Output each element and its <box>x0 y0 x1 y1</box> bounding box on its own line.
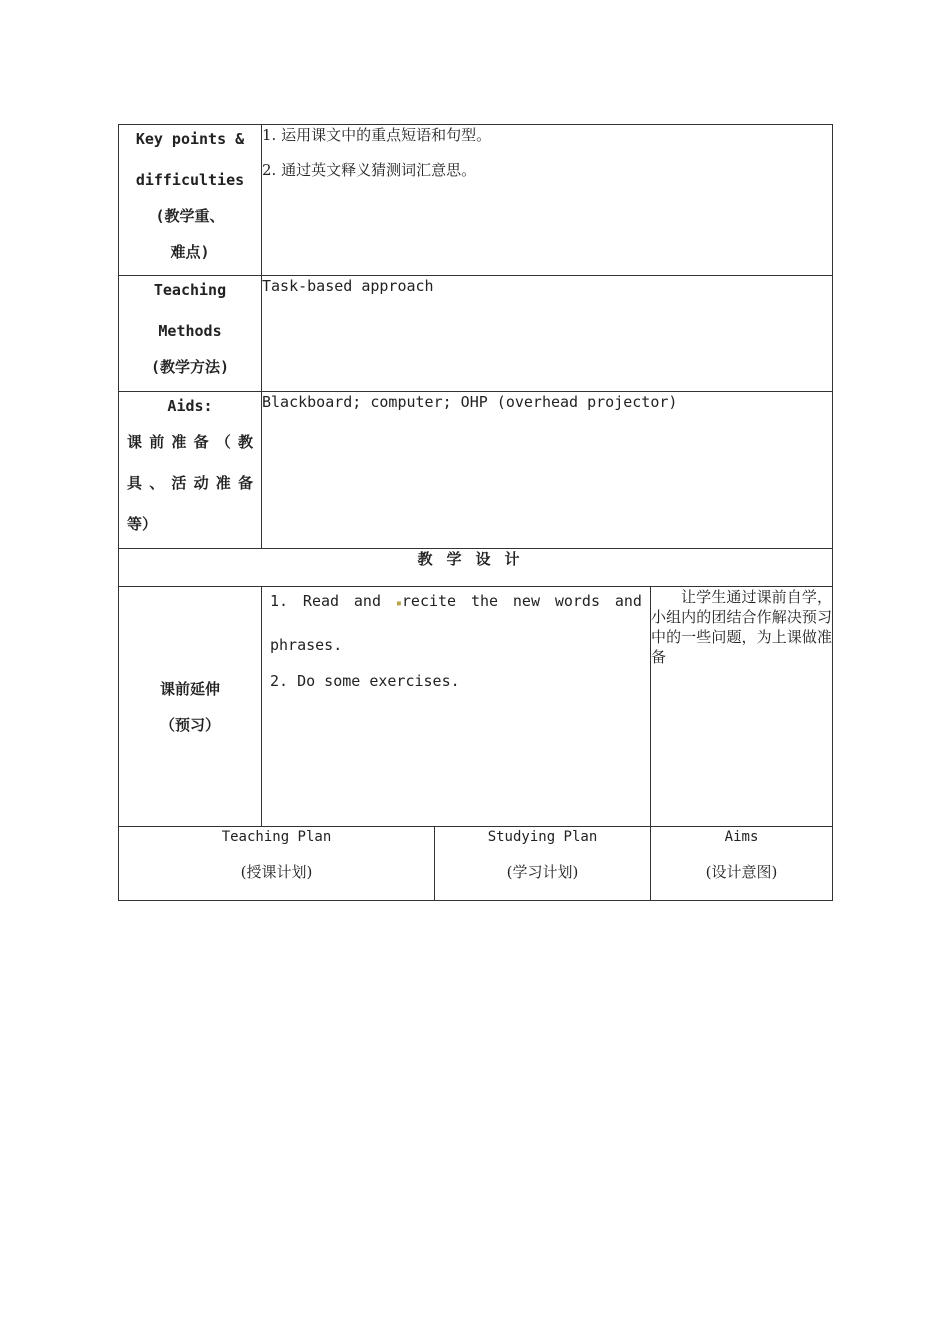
aids-label-cn-line: 等） <box>127 515 158 533</box>
aids-label <box>119 392 262 549</box>
word: words <box>554 592 600 610</box>
key-points-row <box>119 125 833 276</box>
aims-title: Aims <box>724 829 759 845</box>
key-points-content <box>262 125 833 276</box>
key-points-label-line: Key points & <box>135 130 245 148</box>
word: and <box>614 592 642 610</box>
studying-plan-subtitle: (学习计划) <box>506 863 579 881</box>
aids-row <box>119 392 833 549</box>
aids-label-cn-line: 课前准备（教 <box>127 433 253 451</box>
word: Read <box>302 592 340 610</box>
preview-label <box>119 587 262 827</box>
word: the <box>470 592 499 610</box>
word: new <box>512 592 540 610</box>
key-points-label <box>119 125 262 276</box>
aims-cell <box>651 827 833 901</box>
aids-label-en: Aids: <box>167 397 213 415</box>
methods-label-line: Teaching <box>153 281 227 299</box>
aids-content: Blackboard; computer; OHP (overhead projector) <box>262 392 833 549</box>
aims-subtitle: (设计意图) <box>705 863 778 881</box>
preview-row <box>119 587 833 827</box>
word-with-mark <box>396 591 456 614</box>
methods-label-line: (教学方法) <box>150 358 230 376</box>
design-header-row <box>119 549 833 587</box>
lesson-plan-table <box>118 124 833 901</box>
key-points-label-line: difficulties <box>135 171 245 189</box>
dot-mark: ▪ <box>395 598 402 609</box>
teaching-methods-row <box>119 276 833 392</box>
aids-label-cn-line: 具、活动准备 <box>127 474 253 492</box>
key-point-item: 1. 运用课文中的重点短语和句型。 <box>262 126 492 144</box>
preview-line-2: 2. Do some exercises. <box>270 672 460 690</box>
word: and <box>353 592 381 610</box>
teaching-plan-title: Teaching Plan <box>221 829 332 845</box>
teaching-plan-subtitle: (授课计划) <box>240 863 313 881</box>
teaching-methods-label <box>119 276 262 392</box>
preview-aims-text: 让学生通过课前自学，小组内的团结合作解决预习中的一些问题，为上课做准备 <box>651 588 833 666</box>
key-point-item: 2. 通过英文释义猜测词汇意思。 <box>262 161 477 179</box>
studying-plan-cell <box>435 827 651 901</box>
preview-label-line: （预习） <box>159 715 220 734</box>
key-points-label-line: (教学重、 <box>155 207 225 225</box>
preview-line-1-cont: phrases. <box>270 636 343 654</box>
teaching-plan-cell <box>119 827 435 901</box>
plan-header-row <box>119 827 833 901</box>
preview-content <box>262 587 651 827</box>
key-points-label-line: 难点) <box>170 243 210 261</box>
preview-aims <box>651 587 833 827</box>
word: recite <box>401 592 457 610</box>
studying-plan-title: Studying Plan <box>487 829 598 845</box>
preview-line-1 <box>270 591 642 614</box>
preview-label-line: 课前延伸 <box>159 679 220 698</box>
teaching-methods-content: Task-based approach <box>262 276 833 392</box>
methods-label-line: Methods <box>158 322 222 340</box>
design-header: 教学设计 <box>119 549 833 587</box>
word: 1. <box>270 592 289 610</box>
